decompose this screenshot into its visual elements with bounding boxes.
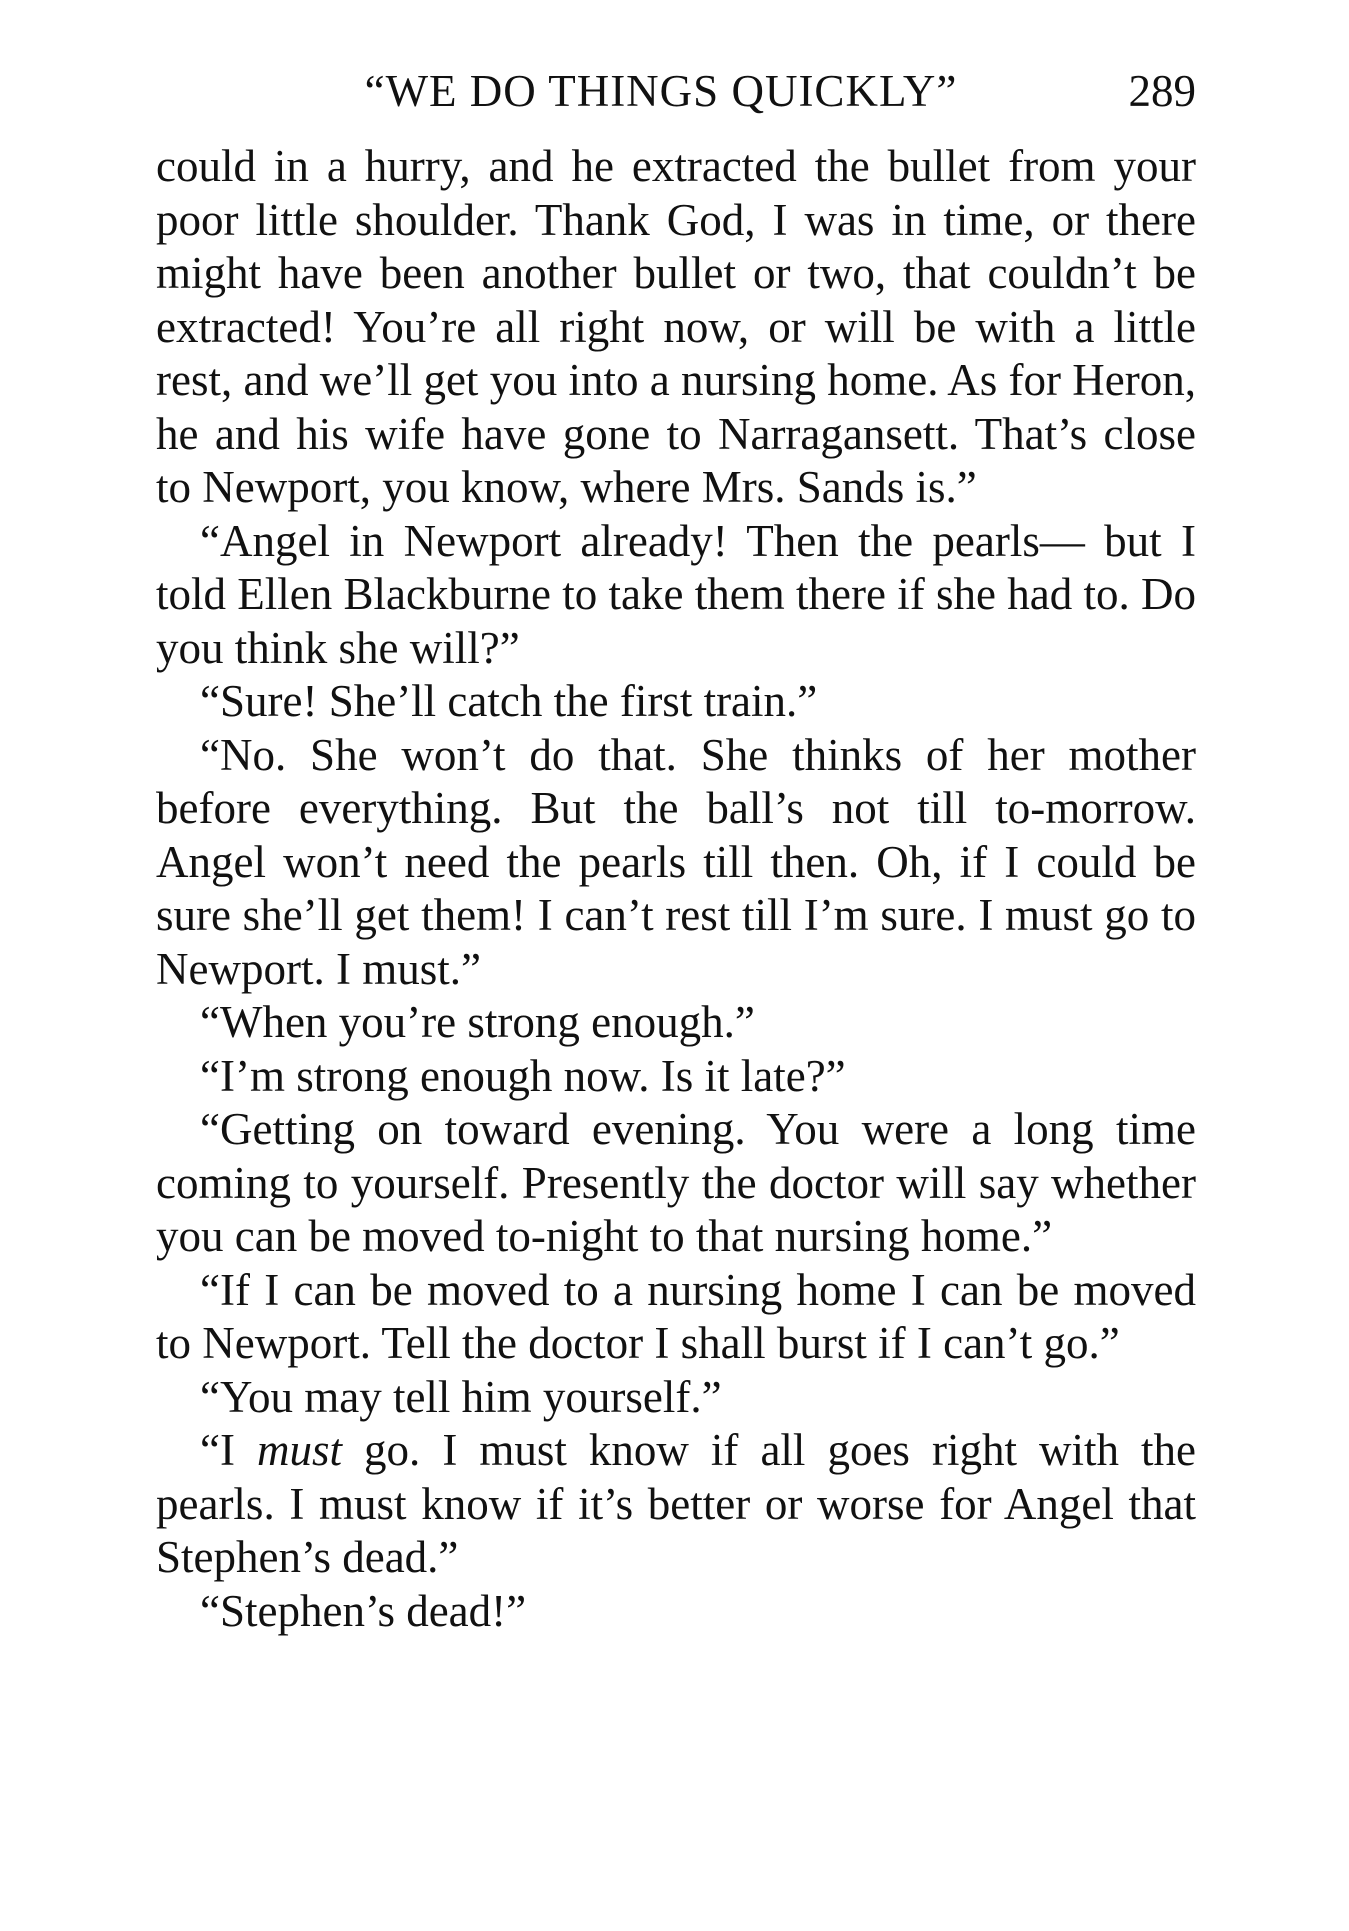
text-run: “You may tell him yourself.” bbox=[200, 1371, 722, 1422]
page-number: 289 bbox=[1128, 66, 1196, 116]
text-run: go. I must know if all goes right with the pearls. I must know if it’s better or worse for Angel that Stephen’s dead.” bbox=[156, 1425, 1196, 1582]
text-run: “I bbox=[200, 1425, 257, 1475]
text-run: “I’m strong enough now. Is it late?” bbox=[200, 1050, 846, 1101]
paragraph bbox=[156, 1050, 1196, 1104]
text-run: “Getting on toward evening. You were a long time coming to yourself. Presently the doctor will say whether you can be moved to-night to that nursing home.” bbox=[156, 1104, 1196, 1261]
paragraph bbox=[156, 675, 1196, 729]
italic-text-run: must bbox=[257, 1425, 343, 1475]
text-run: “Stephen’s dead!” bbox=[200, 1585, 527, 1636]
text-run: “Sure! She’ll catch the first train.” bbox=[200, 676, 818, 726]
paragraph bbox=[156, 996, 1196, 1050]
text-run: could in a hurry, and he extracted the bullet from your poor little shoulder. Thank God, I was in time, or there might have been another bullet or two, that couldn’t be extracted! You’re all right now, or will be with a little rest, and we’ll get you into a nursing home. As for Heron, he and his wife have gone to Narragansett. That’s close to Newport, you know, where Mrs. Sands is.” bbox=[156, 141, 1196, 512]
text-run: “If I can be moved to a nursing home I can be moved to Newport. Tell the doctor I shall burst if I can’t go.” bbox=[156, 1264, 1196, 1368]
text-run: “When you’re strong enough.” bbox=[200, 997, 755, 1047]
text-run: “No. She won’t do that. She thinks of her mother before everything. But the ball’s not till to-morrow. Angel won’t need the pearls till then. Oh, if I could be sure she’ll get them! I can’t rest till I’m sure. I must go to Newport. I must.” bbox=[156, 729, 1196, 994]
paragraph bbox=[156, 1585, 1196, 1639]
running-title: “WE DO THINGS QUICKLY” bbox=[364, 66, 958, 116]
paragraph bbox=[156, 140, 1196, 515]
paragraph bbox=[156, 1424, 1196, 1585]
body-text bbox=[156, 140, 1196, 1638]
paragraph bbox=[156, 1264, 1196, 1371]
page-header bbox=[156, 58, 1196, 124]
paragraph bbox=[156, 1371, 1196, 1425]
paragraph bbox=[156, 515, 1196, 676]
paragraph bbox=[156, 729, 1196, 997]
text-run: “Angel in Newport already! Then the pearls— but I told Ellen Blackburne to take them there if she had to. Do you think she will?” bbox=[156, 515, 1196, 673]
paragraph bbox=[156, 1103, 1196, 1264]
